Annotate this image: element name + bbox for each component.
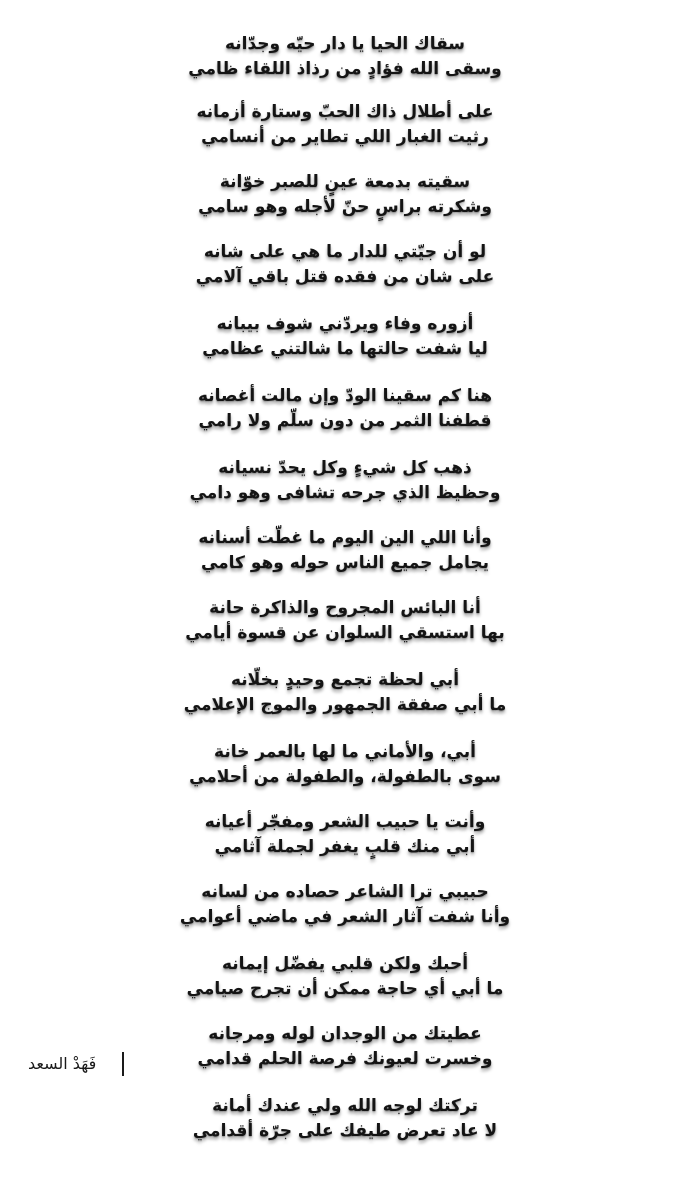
verse-line: ليا شفت حالتها ما شالتني عظامي xyxy=(202,339,488,359)
stanza xyxy=(170,810,520,860)
verse-line: ما أبي أي حاجة ممكن أن تجرح صيامي xyxy=(186,979,504,999)
verse-line: وأنا اللي الين اليوم ما غطّت أسنانه xyxy=(198,528,492,548)
stanza xyxy=(170,384,520,434)
author-signature xyxy=(28,1050,124,1078)
verse-line: سوى بالطفولة، والطفولة من أحلامي xyxy=(189,767,501,787)
verse-line: أبي لحظة تجمع وحيدٍ بخلّانه xyxy=(230,670,460,690)
author-divider xyxy=(122,1052,124,1076)
stanza xyxy=(170,170,520,220)
verse-line: وحظيظ الذي جرحه تشافى وهو دامي xyxy=(189,483,501,503)
verse-line: قطفنا الثمر من دون سلّم ولا رامي xyxy=(198,411,492,431)
stanza xyxy=(170,952,520,1002)
verse-line: وأنا شفت آثار الشعر في ماضي أعوامي xyxy=(179,907,511,927)
stanza xyxy=(170,240,520,290)
verse-line: أزوره وفاء ويردّني شوف بيبانه xyxy=(216,314,474,334)
verse-line: وأنت يا حبيب الشعر ومفجّر أعيانه xyxy=(204,812,486,832)
verse-line: أبي منك قلبٍ يغفر لجملة آثامي xyxy=(214,837,476,857)
verse-line: على شان من فقده قتل باقي آلامي xyxy=(195,267,495,287)
verse-line: لا عاد تعرض طيفك على جرّة أقدامي xyxy=(192,1121,498,1141)
verse-line: أنا البائس المجروح والذاكرة حانة xyxy=(209,598,481,618)
verse-line: وخسرت لعيونك فرصة الحلم قدامي xyxy=(197,1049,493,1069)
stanza xyxy=(170,100,520,150)
verse-line: سقاك الحيا يا دار حيّه وجدّانه xyxy=(224,34,466,54)
verse-line: أبي، والأماني ما لها بالعمر خانة xyxy=(214,742,476,762)
stanza xyxy=(170,32,520,82)
verse-line: لو أن جيّتي للدار ما هي على شانه xyxy=(203,242,487,262)
verse-line: هنا كم سقينا الودّ وإن مالت أغصانه xyxy=(197,386,493,406)
verse-line: وشكرته براسٍ حنّ لأجله وهو سامي xyxy=(198,197,492,217)
stanza xyxy=(170,880,520,930)
stanza xyxy=(170,312,520,362)
verse-line: يجامل جميع الناس حوله وهو كامي xyxy=(200,553,490,573)
stanza xyxy=(170,1022,520,1072)
verse-line: ذهب كل شيءٍ وكل يحدّ نسيانه xyxy=(218,458,472,478)
stanza xyxy=(170,1094,520,1144)
stanza xyxy=(170,456,520,506)
verse-line: رثيت الغبار اللي تطاير من أنسامي xyxy=(201,127,489,147)
stanza xyxy=(170,740,520,790)
verse-line: عطيتك من الوجدان لوله ومرجانه xyxy=(208,1024,482,1044)
stanza xyxy=(170,526,520,576)
verse-line: حبيبي ترا الشاعر حصاده من لسانه xyxy=(201,882,489,902)
verse-line: سقيته بدمعة عينٍ للصبر خوّانة xyxy=(219,172,471,192)
verse-line: ما أبي صفقة الجمهور والموج الإعلامي xyxy=(183,695,507,715)
verse-line: تركتك لوجه الله ولي عندك أمانة xyxy=(212,1096,478,1116)
verse-line: على أطلال ذاك الحبّ وستارة أزمانه xyxy=(196,102,494,122)
verse-line: أحبك ولكن قلبي يفضّل إيمانه xyxy=(221,954,469,974)
verse-line: وسقى الله فؤادٍ من رذاذ اللقاء ظامي xyxy=(188,59,502,79)
verse-line: بها استسقي السلوان عن قسوة أيامي xyxy=(185,623,505,643)
stanza xyxy=(170,596,520,646)
stanza xyxy=(170,668,520,718)
author-name: فَهَدْ السعد xyxy=(28,1054,97,1073)
